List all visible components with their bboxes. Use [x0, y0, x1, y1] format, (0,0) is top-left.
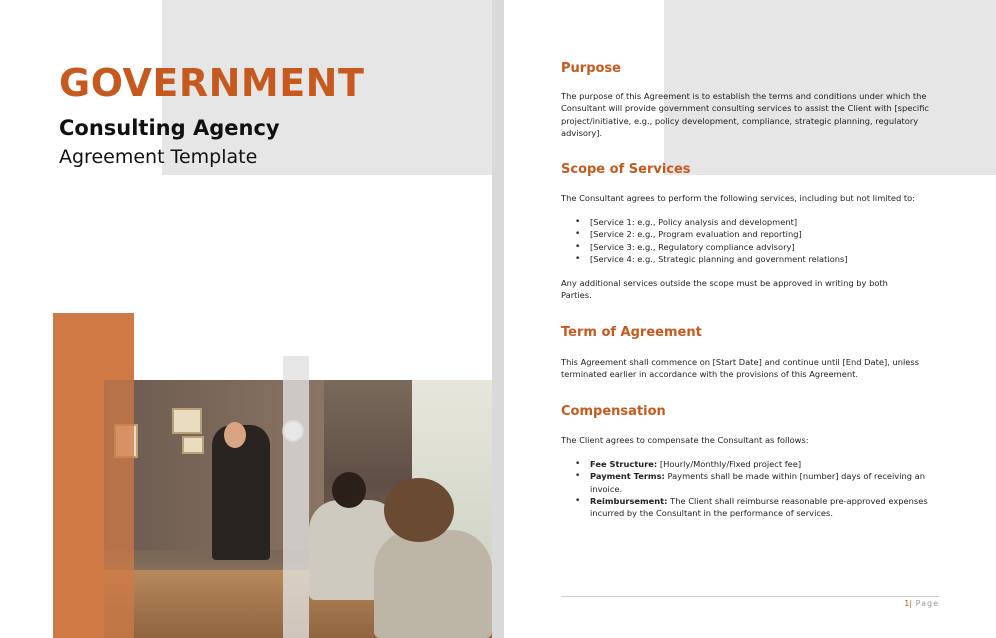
scope-note: Any additional services outside the scope must be approved in writing by both Parties.: [561, 278, 888, 301]
page-number: 1: [904, 599, 910, 608]
footer-divider: [561, 596, 939, 597]
list-item: • Fee Structure: [Hourly/Monthly/Fixed project fee]: [561, 458, 941, 470]
cover-gray-tab: [283, 356, 309, 380]
cover-subtitle: Consulting Agency: [59, 116, 280, 140]
list-item: • [Service 2: e.g., Program evaluation and reporting]: [561, 228, 941, 240]
cover-photo-meeting: [104, 380, 492, 638]
content-gray-block: [664, 0, 996, 175]
purpose-text: The purpose of this Agreement is to establish the terms and conditions under which the Consultant will provide government consulting services to assist the Client with [specific project/initiative, e.g., policy development, compliance, strategic planning, regulatory advisory].: [561, 91, 929, 138]
compensation-list: [561, 458, 941, 519]
term-text: This Agreement shall commence on [Start Date] and continue until [End Date], unless terminated earlier in accordance with the provisions of this Agreement.: [561, 357, 920, 380]
compensation-intro: The Client agrees to compensate the Consultant as follows:: [561, 435, 809, 445]
heading-scope: Scope of Services: [561, 162, 691, 177]
content-page: [504, 0, 996, 638]
heading-compensation: Compensation: [561, 404, 666, 419]
list-item: • [Service 4: e.g., Strategic planning and government relations]: [561, 253, 941, 265]
cover-subtitle-2: Agreement Template: [59, 146, 258, 168]
scope-list: [561, 216, 941, 265]
page-footer: 1| Page: [904, 599, 939, 608]
list-item: • [Service 1: e.g., Policy analysis and development]: [561, 216, 941, 228]
scope-intro: The Consultant agrees to perform the following services, including but not limited to:: [561, 193, 916, 203]
heading-purpose: Purpose: [561, 61, 621, 76]
list-item: • [Service 3: e.g., Regulatory compliance advisory]: [561, 241, 941, 253]
list-item: • Payment Terms: Payments shall be made within [number] days of receiving an invoice.: [561, 470, 941, 495]
cover-page: [0, 0, 492, 638]
cover-title: GOVERNMENT: [59, 61, 365, 105]
heading-term: Term of Agreement: [561, 325, 702, 340]
list-item: • Reimbursement: The Client shall reimburse reasonable pre-approved expenses incurred by the Consultant in the performance of services.: [561, 495, 941, 520]
page-label: Page: [915, 599, 939, 608]
